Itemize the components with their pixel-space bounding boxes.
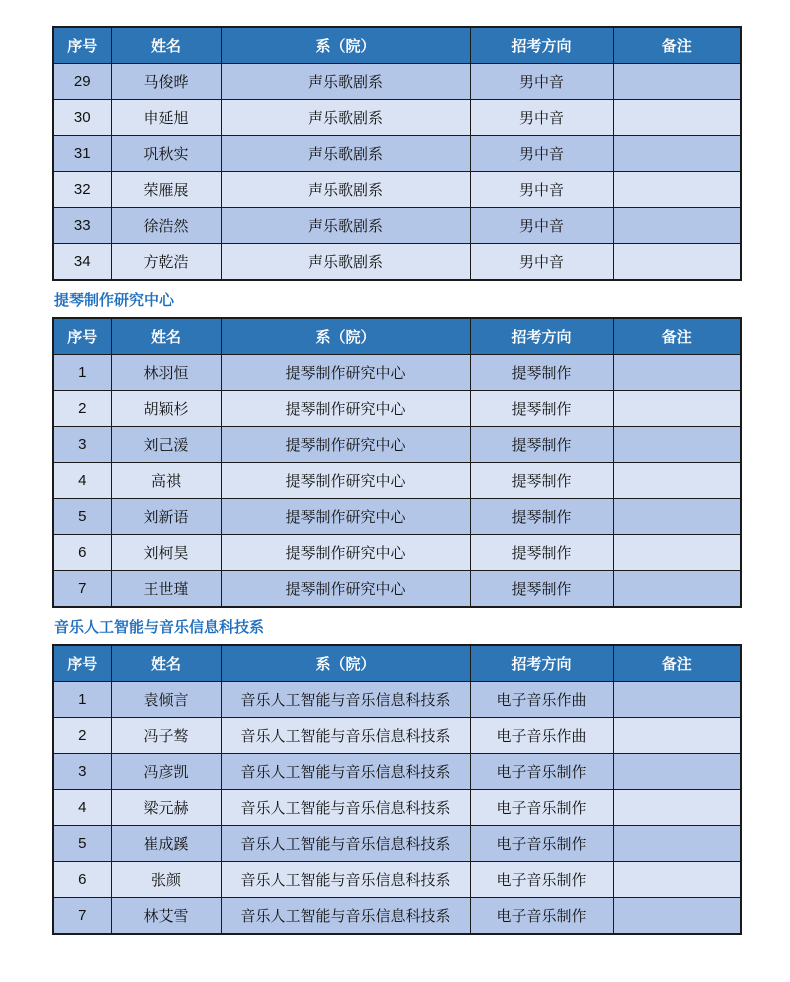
cell-department: 声乐歌剧系 — [221, 100, 470, 136]
table-row — [53, 790, 741, 826]
cell-department: 音乐人工智能与音乐信息科技系 — [221, 790, 470, 826]
cell-name: 胡颖杉 — [111, 391, 221, 427]
cell-direction: 男中音 — [470, 100, 613, 136]
cell-direction: 提琴制作 — [470, 391, 613, 427]
cell-direction: 电子音乐制作 — [470, 826, 613, 862]
header-department: 系（院） — [221, 318, 470, 355]
cell-direction: 电子音乐制作 — [470, 790, 613, 826]
cell-department: 提琴制作研究中心 — [221, 499, 470, 535]
cell-department: 提琴制作研究中心 — [221, 571, 470, 608]
cell-note — [613, 862, 741, 898]
cell-index: 2 — [53, 718, 111, 754]
cell-department: 提琴制作研究中心 — [221, 427, 470, 463]
table-row — [53, 64, 741, 100]
cell-department: 音乐人工智能与音乐信息科技系 — [221, 718, 470, 754]
header-name: 姓名 — [111, 27, 221, 64]
cell-direction: 电子音乐作曲 — [470, 718, 613, 754]
table-row — [53, 826, 741, 862]
cell-note — [613, 136, 741, 172]
cell-name: 张颜 — [111, 862, 221, 898]
cell-department: 音乐人工智能与音乐信息科技系 — [221, 754, 470, 790]
cell-index: 30 — [53, 100, 111, 136]
cell-name: 袁倾言 — [111, 682, 221, 718]
cell-direction: 男中音 — [470, 64, 613, 100]
table-row — [53, 100, 741, 136]
cell-direction: 电子音乐制作 — [470, 898, 613, 935]
cell-name: 梁元赫 — [111, 790, 221, 826]
header-department: 系（院） — [221, 645, 470, 682]
cell-index: 4 — [53, 790, 111, 826]
cell-name: 冯子骜 — [111, 718, 221, 754]
cell-direction: 提琴制作 — [470, 427, 613, 463]
cell-index: 6 — [53, 535, 111, 571]
cell-note — [613, 790, 741, 826]
cell-name: 方乾浩 — [111, 244, 221, 281]
table-row — [53, 244, 741, 281]
cell-note — [613, 682, 741, 718]
cell-direction: 提琴制作 — [470, 463, 613, 499]
cell-index: 5 — [53, 826, 111, 862]
table-row — [53, 172, 741, 208]
cell-index: 1 — [53, 682, 111, 718]
cell-note — [613, 391, 741, 427]
cell-name: 高祺 — [111, 463, 221, 499]
roster-table-violin-making — [52, 317, 742, 608]
cell-direction: 提琴制作 — [470, 571, 613, 608]
header-name: 姓名 — [111, 318, 221, 355]
cell-note — [613, 355, 741, 391]
cell-index: 31 — [53, 136, 111, 172]
header-index: 序号 — [53, 27, 111, 64]
cell-direction: 男中音 — [470, 244, 613, 281]
cell-name: 荣雁展 — [111, 172, 221, 208]
cell-direction: 电子音乐制作 — [470, 862, 613, 898]
cell-name: 崔成蹊 — [111, 826, 221, 862]
cell-note — [613, 208, 741, 244]
header-index: 序号 — [53, 318, 111, 355]
header-department: 系（院） — [221, 27, 470, 64]
cell-department: 音乐人工智能与音乐信息科技系 — [221, 826, 470, 862]
cell-index: 33 — [53, 208, 111, 244]
cell-name: 申延旭 — [111, 100, 221, 136]
cell-index: 7 — [53, 571, 111, 608]
cell-name: 刘新语 — [111, 499, 221, 535]
cell-name: 冯彦凯 — [111, 754, 221, 790]
cell-name: 王世瑾 — [111, 571, 221, 608]
cell-index: 34 — [53, 244, 111, 281]
table-row — [53, 463, 741, 499]
cell-direction: 提琴制作 — [470, 355, 613, 391]
cell-direction: 男中音 — [470, 172, 613, 208]
section-title-music-ai: 音乐人工智能与音乐信息科技系 — [54, 618, 265, 636]
cell-department: 音乐人工智能与音乐信息科技系 — [221, 898, 470, 935]
header-direction: 招考方向 — [470, 318, 613, 355]
table-row — [53, 391, 741, 427]
table-row — [53, 136, 741, 172]
table-row — [53, 535, 741, 571]
cell-note — [613, 172, 741, 208]
cell-index: 3 — [53, 427, 111, 463]
table-row — [53, 682, 741, 718]
table-row — [53, 355, 741, 391]
cell-index: 6 — [53, 862, 111, 898]
section-title-violin-making: 提琴制作研究中心 — [54, 291, 175, 309]
cell-note — [613, 754, 741, 790]
cell-index: 3 — [53, 754, 111, 790]
cell-department: 音乐人工智能与音乐信息科技系 — [221, 682, 470, 718]
cell-department: 声乐歌剧系 — [221, 244, 470, 281]
cell-index: 4 — [53, 463, 111, 499]
cell-department: 声乐歌剧系 — [221, 208, 470, 244]
cell-index: 32 — [53, 172, 111, 208]
table-header-row — [53, 27, 741, 64]
table-row — [53, 499, 741, 535]
table-row — [53, 571, 741, 608]
cell-direction: 男中音 — [470, 208, 613, 244]
cell-direction: 电子音乐作曲 — [470, 682, 613, 718]
header-direction: 招考方向 — [470, 645, 613, 682]
cell-note — [613, 898, 741, 935]
table-row — [53, 208, 741, 244]
cell-note — [613, 826, 741, 862]
cell-department: 提琴制作研究中心 — [221, 463, 470, 499]
cell-direction: 提琴制作 — [470, 499, 613, 535]
header-direction: 招考方向 — [470, 27, 613, 64]
cell-department: 声乐歌剧系 — [221, 136, 470, 172]
cell-index: 7 — [53, 898, 111, 935]
roster-table-vocal-opera — [52, 26, 742, 281]
cell-index: 5 — [53, 499, 111, 535]
roster-table-music-ai — [52, 644, 742, 935]
cell-note — [613, 463, 741, 499]
cell-name: 刘柯昊 — [111, 535, 221, 571]
cell-name: 林羽恒 — [111, 355, 221, 391]
cell-note — [613, 535, 741, 571]
cell-note — [613, 499, 741, 535]
cell-department: 提琴制作研究中心 — [221, 535, 470, 571]
cell-department: 声乐歌剧系 — [221, 64, 470, 100]
cell-direction: 电子音乐制作 — [470, 754, 613, 790]
document-page — [52, 26, 740, 935]
table-row — [53, 718, 741, 754]
table-row — [53, 754, 741, 790]
cell-note — [613, 571, 741, 608]
header-name: 姓名 — [111, 645, 221, 682]
cell-name: 马俊晔 — [111, 64, 221, 100]
cell-name: 刘己湲 — [111, 427, 221, 463]
header-note: 备注 — [613, 27, 741, 64]
cell-department: 音乐人工智能与音乐信息科技系 — [221, 862, 470, 898]
cell-index: 29 — [53, 64, 111, 100]
cell-direction: 提琴制作 — [470, 535, 613, 571]
table-header-row — [53, 318, 741, 355]
cell-name: 巩秋实 — [111, 136, 221, 172]
header-note: 备注 — [613, 645, 741, 682]
cell-note — [613, 244, 741, 281]
cell-name: 徐浩然 — [111, 208, 221, 244]
table-row — [53, 862, 741, 898]
cell-name: 林艾雪 — [111, 898, 221, 935]
cell-direction: 男中音 — [470, 136, 613, 172]
header-index: 序号 — [53, 645, 111, 682]
cell-department: 提琴制作研究中心 — [221, 391, 470, 427]
cell-note — [613, 100, 741, 136]
cell-department: 提琴制作研究中心 — [221, 355, 470, 391]
cell-index: 1 — [53, 355, 111, 391]
cell-note — [613, 427, 741, 463]
cell-note — [613, 718, 741, 754]
table-header-row — [53, 645, 741, 682]
cell-note — [613, 64, 741, 100]
header-note: 备注 — [613, 318, 741, 355]
table-row — [53, 427, 741, 463]
cell-index: 2 — [53, 391, 111, 427]
table-row — [53, 898, 741, 935]
cell-department: 声乐歌剧系 — [221, 172, 470, 208]
